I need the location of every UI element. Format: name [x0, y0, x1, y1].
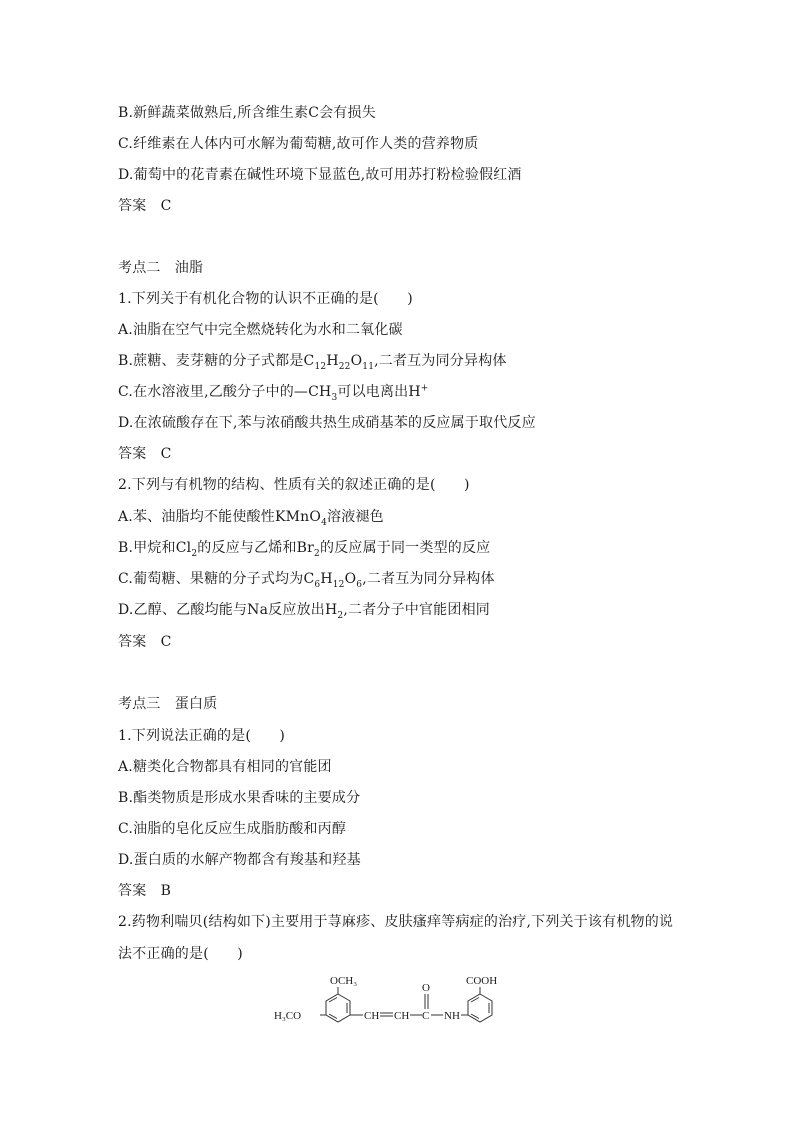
subscript: 12: [314, 361, 327, 372]
answer: 答案 B: [118, 883, 172, 899]
option-a: A.糖类化合物都具有相同的官能团: [118, 759, 332, 775]
subscript: 4: [321, 517, 327, 528]
subscript: 6: [356, 579, 363, 590]
option-a: A.油脂在空气中完全燃烧转化为水和二氧化碳: [118, 322, 403, 338]
option-text: 溶液褪色: [327, 509, 384, 525]
left-benzene-ring: [326, 994, 350, 1022]
option-d: [118, 601, 490, 619]
subscript: 11: [362, 361, 375, 372]
option-text: C.在水溶液里,乙酸分子中的—CH: [118, 384, 332, 400]
option-a: [118, 508, 384, 526]
ch-label: CH: [394, 1010, 410, 1022]
option-text: D.乙醇、乙酸均能与Na反应放出H: [118, 602, 338, 618]
question-stem: 2.药物利喘贝(结构如下)主要用于荨麻疹、皮肤瘙痒等病症的治疗,下列关于该有机物的说: [118, 914, 674, 930]
carbon-label: C: [422, 1010, 430, 1022]
formula-part: H: [326, 353, 339, 369]
option-c: C.油脂的皂化反应生成脂肪酸和丙醇: [118, 821, 347, 837]
option-text: B.甲烷和Cl: [118, 540, 192, 556]
methoxy-label: H₃CO: [274, 1010, 302, 1022]
option-d: D.蛋白质的水解产物都含有羧基和羟基: [118, 852, 361, 868]
oxygen-label: O: [422, 982, 430, 994]
option-d: D.在浓硫酸存在下,苯与浓硝酸共热生成硝基苯的反应属于取代反应: [118, 415, 536, 431]
methoxy-label: OCH₃: [330, 975, 358, 987]
nh-label: NH: [444, 1010, 460, 1022]
answer: 答案 C: [118, 634, 172, 650]
question-stem: 1.下列关于有机化合物的认识不正确的是( ): [118, 291, 413, 307]
subscript: 12: [332, 579, 345, 590]
subscript: 3: [331, 392, 338, 403]
answer: 答案 C: [118, 446, 172, 462]
option-text: 的反应与乙烯和Br: [197, 540, 315, 556]
option-c: C.纤维素在人体内可水解为葡萄糖,故可作人类的营养物质: [118, 136, 479, 152]
option-text: 可以电离出H: [337, 384, 421, 400]
option-d: D.葡萄中的花青素在碱性环境下显蓝色,故可用苏打粉检验假红酒: [118, 167, 522, 183]
subscript: 2: [337, 610, 344, 621]
section-heading: 考点三 蛋白质: [118, 696, 218, 712]
subscript: 2: [314, 548, 320, 559]
carboxyl-label: COOH: [466, 975, 498, 987]
subscript: 22: [338, 361, 351, 372]
ch-label: CH: [364, 1010, 380, 1022]
option-text: ,二者分子中官能团相同: [343, 602, 490, 618]
question-stem-continued: 法不正确的是( ): [118, 946, 243, 962]
subscript: 6: [314, 579, 321, 590]
right-benzene-ring: [468, 994, 492, 1022]
option-text: ,二者互为同分异构体: [362, 571, 495, 587]
superscript: +: [420, 383, 429, 394]
option-b: B.新鲜蔬菜做熟后,所含维生素C会有损失: [118, 105, 376, 121]
option-text: A.苯、油脂均不能使酸性KMnO: [118, 509, 322, 525]
option-b: [118, 539, 490, 557]
option-b: [118, 352, 507, 370]
subscript: 2: [191, 548, 198, 559]
formula-part: O: [350, 353, 363, 369]
option-text: 的反应属于同一类型的反应: [319, 540, 491, 556]
formula-part: H: [320, 571, 333, 587]
answer: 答案 C: [118, 198, 172, 214]
option-b: B.酯类物质是形成水果香味的主要成分: [118, 790, 361, 806]
question-stem: 2.下列与有机物的结构、性质有关的叙述正确的是( ): [118, 477, 470, 493]
chemical-structure-diagram: [268, 972, 528, 1032]
option-text: B.蔗糖、麦芽糖的分子式都是C: [118, 353, 315, 369]
formula-part: O: [344, 571, 357, 587]
question-stem: 1.下列说法正确的是( ): [118, 728, 286, 744]
option-c: [118, 570, 495, 588]
option-text: C.葡萄糖、果糖的分子式均为C: [118, 571, 315, 587]
option-text: ,二者互为同分异构体: [374, 353, 507, 369]
option-c: [118, 383, 429, 401]
section-heading: 考点二 油脂: [118, 260, 204, 276]
